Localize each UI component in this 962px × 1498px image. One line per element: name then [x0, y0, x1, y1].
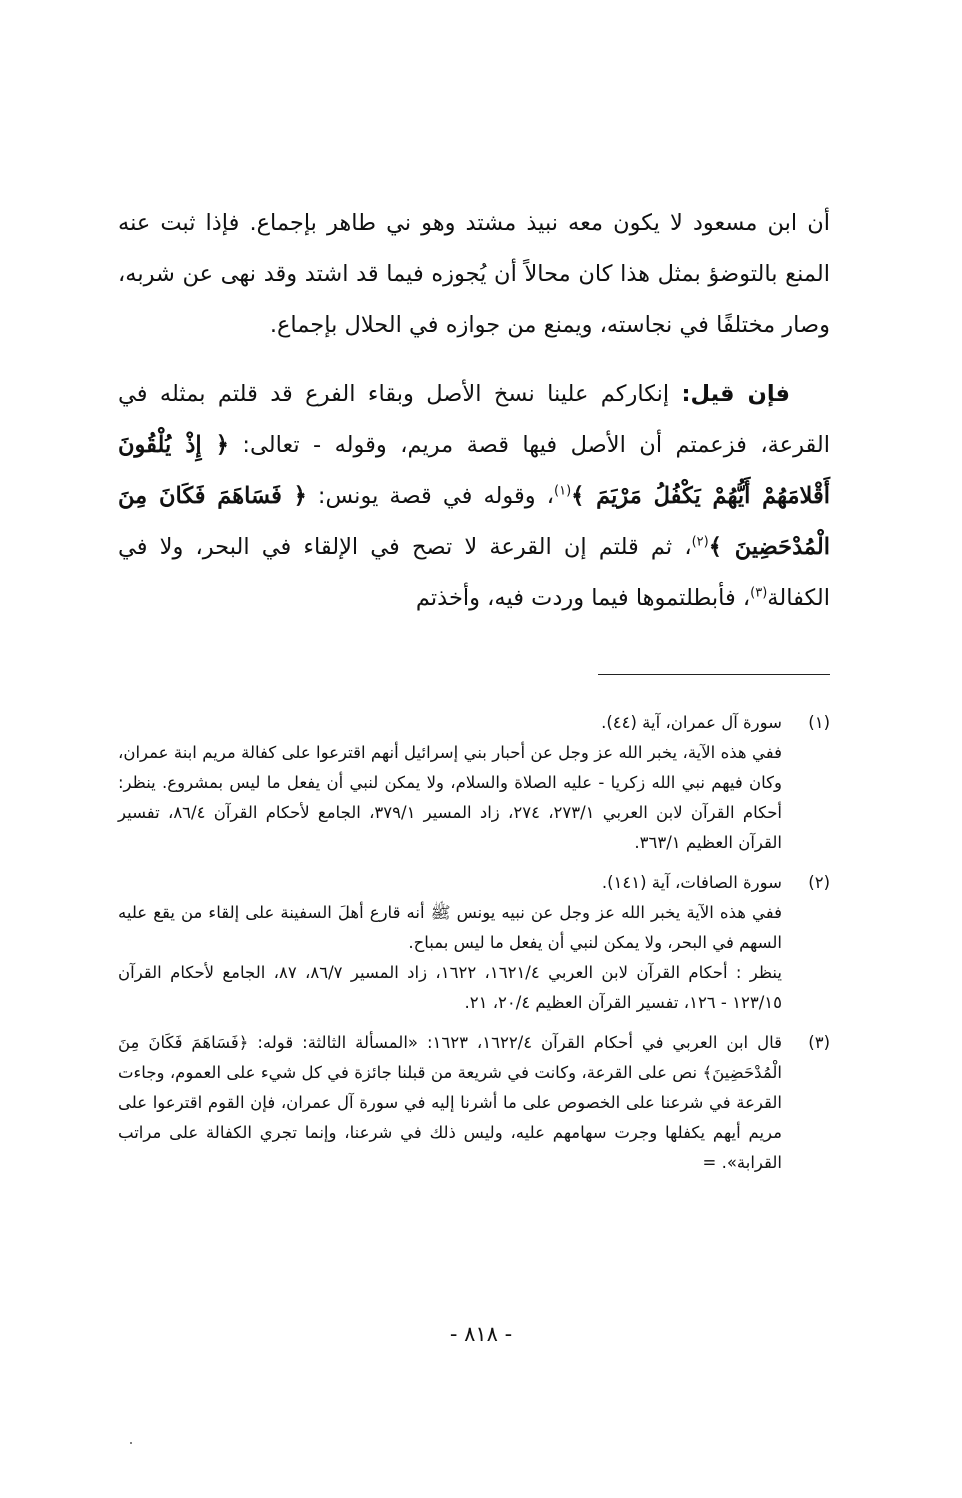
- footnote-ref: (١): [554, 483, 572, 499]
- footnote-line: سورة آل عمران، آية (٤٤).: [601, 713, 782, 732]
- footnote-line: ففي هذه الآية، يخبر الله عز وجل عن أحبار بني إسرائيل أنهم اقترعوا على كفالة مريم ابنة عمران، وكان فيهم نبي الله زكريا - عليه الصلاة والسلام، ولا يمكن لنبي أن يفعل ما ليس بمشروع. ينظر: أحكام القرآن لابن العربي ٢٧٣/١، ٢٧٤، زاد المسير ٣٧٩/١، الجامع لأحكام القرآن ٨٦/٤، تفسير القرآن العظيم ٣٦٣/١.: [118, 743, 783, 852]
- footnote-separator: [598, 674, 830, 675]
- quran-verse: ﴿ فَسَاهَمَ فَكَانَ مِنَ الْمُدْحَضِينَ ﴾: [118, 483, 831, 560]
- footnote-line: قال ابن العربي في أحكام القرآن ١٦٢٢/٤، ١٦٢٣: «المسألة الثالثة: قوله: ﴿فَسَاهَمَ فَكَانَ مِنَ الْمُدْحَضِينَ﴾ نص على القرعة، وكانت في شريعة من قبلنا جائزة في كل شيء على العموم، وجاءت القرعة في شرعنا على الخصوص على ما أشرنا إليه في سورة آل عمران، فإن القوم اقترعوا على مريم أيهم يكفلها وجرت سهامهم عليه، وليس ذلك في شرعنا، وإنما تجري الكفالة على مراتب القرابة». =: [118, 1033, 782, 1172]
- footnote-body: [118, 1028, 782, 1178]
- footnote-number: (١): [808, 713, 830, 732]
- footnote-line: سورة الصافات، آية (١٤١).: [601, 873, 782, 892]
- paragraph-text: ، وقوله في قصة يونس:: [306, 483, 555, 509]
- footnote-line: ففي هذه الآية يخبر الله عز وجل عن نبيه يونس ﷺ أنه قارع أهلَ السفينة على إلقاء من يقع عليه السهم في البحر، ولا يمكن لنبي أن يفعل ما ليس بمباح.: [118, 903, 782, 952]
- scan-speck: [130, 1442, 132, 1444]
- quran-verse: ﴿ إِذْ يُلْقُونَ أَقْلامَهُمْ أَيُّهُمْ يَكْفُلُ مَرْيَمَ ﴾: [118, 432, 830, 509]
- objection-lead: فإن قيل:: [681, 381, 791, 407]
- footnote-1: [118, 708, 830, 858]
- paragraph: أن ابن مسعود لا يكون معه نبيذ مشتد وهو ني طاهر بإجماع. فإذا ثبت عنه المنع بالتوضؤ بمثل هذا كان محالاً أن يُجوزه فيما قد اشتد وقد نهى عن شربه، وصار مختلفًا في نجاسته، ويمنع من جوازه في الحلال بإجماع.: [118, 210, 830, 338]
- footnote-ref: (٣): [750, 585, 768, 601]
- paragraph-text: ، فأبطلتموها فيما وردت فيه، وأخذتم: [415, 585, 751, 611]
- footnote-2: [118, 868, 830, 1018]
- footnote-number: (٣): [808, 1033, 830, 1052]
- footnote-line: ينظر : أحكام القرآن لابن العربي ١٦٢١/٤، ١٦٢٢، زاد المسير ٨٦/٧، ٨٧، الجامع لأحكام القرآن ١٢٣/١٥ - ١٢٦، تفسير القرآن العظيم ٢٠/٤، ٢١.: [118, 963, 783, 1012]
- page-number: - ٨١٨ -: [449, 1322, 513, 1346]
- footnote-body: [118, 708, 782, 858]
- paragraph-text: إنكاركم علينا نسخ الأصل وبقاء الفرع قد قلتم بمثله في القرعة، فزعمتم أن الأصل فيها قصة مريم، وقوله - تعالى:: [118, 381, 830, 458]
- paragraph: [118, 369, 830, 624]
- footnote-ref: (٢): [691, 534, 709, 550]
- footnote-3: [118, 1028, 830, 1178]
- main-text: [118, 198, 830, 624]
- footnotes: [118, 708, 830, 1188]
- footnote-body: [118, 868, 782, 1018]
- footnote-number: (٢): [808, 873, 830, 892]
- paragraph-text: ، ثم قلتم إن القرعة لا تصح في الإلقاء في البحر، ولا في الكفالة: [118, 534, 830, 611]
